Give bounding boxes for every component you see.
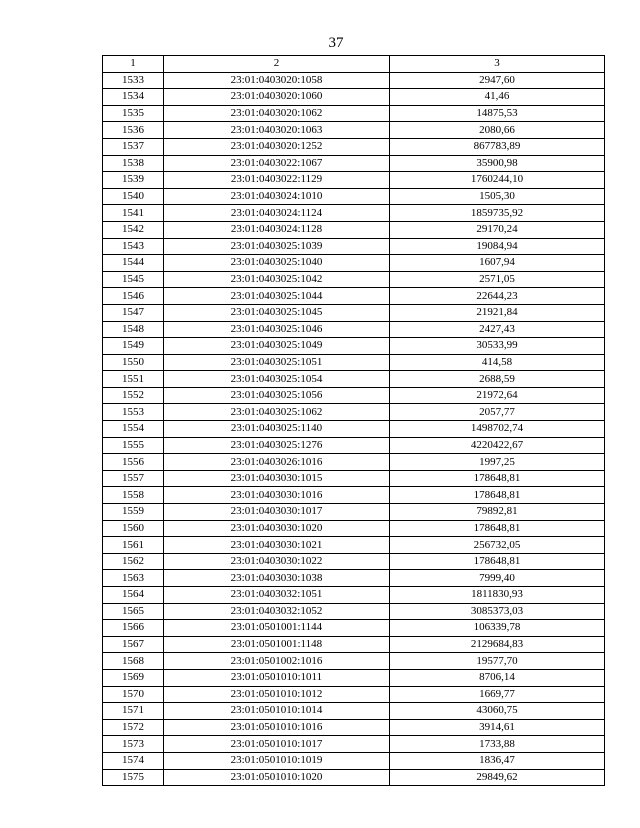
table-row	[103, 653, 605, 670]
cadastral-number-cell: 23:01:0501010:1011	[164, 669, 390, 686]
cadastral-number-cell: 23:01:0403025:1049	[164, 338, 390, 355]
row-number-cell: 1552	[103, 387, 164, 404]
table-row	[103, 221, 605, 238]
value-cell: 43060,75	[390, 703, 605, 720]
table-row	[103, 238, 605, 255]
column-header-cadastral-number: 2	[164, 56, 390, 73]
table-header-row	[103, 56, 605, 73]
row-number-cell: 1545	[103, 271, 164, 288]
cadastral-number-cell: 23:01:0403025:1040	[164, 255, 390, 272]
value-cell: 8706,14	[390, 669, 605, 686]
row-number-cell: 1557	[103, 470, 164, 487]
value-cell: 1836,47	[390, 752, 605, 769]
row-number-cell: 1538	[103, 155, 164, 172]
value-cell: 29170,24	[390, 221, 605, 238]
cadastral-number-cell: 23:01:0501010:1012	[164, 686, 390, 703]
row-number-cell: 1574	[103, 752, 164, 769]
cadastral-number-cell: 23:01:0403025:1051	[164, 354, 390, 371]
value-cell: 1607,94	[390, 255, 605, 272]
value-cell: 867783,89	[390, 138, 605, 155]
row-number-cell: 1546	[103, 288, 164, 305]
table-row	[103, 172, 605, 189]
cadastral-number-cell: 23:01:0403024:1010	[164, 188, 390, 205]
cadastral-number-cell: 23:01:0403022:1129	[164, 172, 390, 189]
value-cell: 414,58	[390, 354, 605, 371]
row-number-cell: 1540	[103, 188, 164, 205]
value-cell: 3914,61	[390, 719, 605, 736]
row-number-cell: 1553	[103, 404, 164, 421]
table-row	[103, 188, 605, 205]
value-cell: 1733,88	[390, 736, 605, 753]
value-cell: 4220422,67	[390, 437, 605, 454]
value-cell: 2688,59	[390, 371, 605, 388]
table-row	[103, 470, 605, 487]
table-row	[103, 271, 605, 288]
row-number-cell: 1565	[103, 603, 164, 620]
value-cell: 2129684,83	[390, 636, 605, 653]
value-cell: 178648,81	[390, 470, 605, 487]
table-row	[103, 587, 605, 604]
value-cell: 1669,77	[390, 686, 605, 703]
value-cell: 1997,25	[390, 454, 605, 471]
table-row	[103, 504, 605, 521]
value-cell: 19577,70	[390, 653, 605, 670]
cadastral-number-cell: 23:01:0403020:1058	[164, 72, 390, 89]
table-row	[103, 636, 605, 653]
value-cell: 3085373,03	[390, 603, 605, 620]
cadastral-number-cell: 23:01:0403020:1062	[164, 105, 390, 122]
cadastral-number-cell: 23:01:0403025:1276	[164, 437, 390, 454]
cadastral-number-cell: 23:01:0403030:1015	[164, 470, 390, 487]
cadastral-number-cell: 23:01:0403030:1038	[164, 570, 390, 587]
row-number-cell: 1548	[103, 321, 164, 338]
value-cell: 1505,30	[390, 188, 605, 205]
value-cell: 256732,05	[390, 537, 605, 554]
cadastral-number-cell: 23:01:0403030:1017	[164, 504, 390, 521]
row-number-cell: 1556	[103, 454, 164, 471]
cadastral-number-cell: 23:01:0403025:1039	[164, 238, 390, 255]
value-cell: 29849,62	[390, 769, 605, 786]
cadastral-number-cell: 23:01:0403024:1128	[164, 221, 390, 238]
cadastral-number-cell: 23:01:0501001:1144	[164, 620, 390, 637]
value-cell: 2571,05	[390, 271, 605, 288]
row-number-cell: 1561	[103, 537, 164, 554]
table-row	[103, 371, 605, 388]
cadastral-number-cell: 23:01:0403030:1016	[164, 487, 390, 504]
value-cell: 178648,81	[390, 520, 605, 537]
cadastral-number-cell: 23:01:0403025:1140	[164, 421, 390, 438]
cadastral-number-cell: 23:01:0403032:1051	[164, 587, 390, 604]
value-cell: 1760244,10	[390, 172, 605, 189]
value-cell: 1811830,93	[390, 587, 605, 604]
table-row	[103, 703, 605, 720]
table-row	[103, 520, 605, 537]
table-row	[103, 72, 605, 89]
table-row	[103, 404, 605, 421]
cadastral-number-cell: 23:01:0501002:1016	[164, 653, 390, 670]
value-cell: 7999,40	[390, 570, 605, 587]
row-number-cell: 1560	[103, 520, 164, 537]
value-cell: 2427,43	[390, 321, 605, 338]
table-row	[103, 421, 605, 438]
table-row	[103, 105, 605, 122]
row-number-cell: 1564	[103, 587, 164, 604]
value-cell: 35900,98	[390, 155, 605, 172]
row-number-cell: 1566	[103, 620, 164, 637]
cadastral-number-cell: 23:01:0501010:1019	[164, 752, 390, 769]
table-row	[103, 354, 605, 371]
value-cell: 106339,78	[390, 620, 605, 637]
table-row	[103, 138, 605, 155]
cadastral-number-cell: 23:01:0403025:1054	[164, 371, 390, 388]
cadastral-number-cell: 23:01:0403020:1252	[164, 138, 390, 155]
row-number-cell: 1571	[103, 703, 164, 720]
row-number-cell: 1544	[103, 255, 164, 272]
cadastral-number-cell: 23:01:0501010:1016	[164, 719, 390, 736]
value-cell: 22644,23	[390, 288, 605, 305]
row-number-cell: 1534	[103, 89, 164, 106]
row-number-cell: 1573	[103, 736, 164, 753]
table-row	[103, 255, 605, 272]
table-row	[103, 387, 605, 404]
row-number-cell: 1572	[103, 719, 164, 736]
table-row	[103, 304, 605, 321]
row-number-cell: 1568	[103, 653, 164, 670]
table-row	[103, 570, 605, 587]
row-number-cell: 1555	[103, 437, 164, 454]
cadastral-number-cell: 23:01:0403025:1045	[164, 304, 390, 321]
row-number-cell: 1547	[103, 304, 164, 321]
table-row	[103, 669, 605, 686]
cadastral-number-cell: 23:01:0403025:1042	[164, 271, 390, 288]
row-number-cell: 1570	[103, 686, 164, 703]
row-number-cell: 1554	[103, 421, 164, 438]
row-number-cell: 1537	[103, 138, 164, 155]
table-row	[103, 321, 605, 338]
column-header-value: 3	[390, 56, 605, 73]
row-number-cell: 1535	[103, 105, 164, 122]
cadastral-number-cell: 23:01:0501001:1148	[164, 636, 390, 653]
table-row	[103, 769, 605, 786]
cadastral-number-cell: 23:01:0403025:1046	[164, 321, 390, 338]
table-row	[103, 155, 605, 172]
value-cell: 2947,60	[390, 72, 605, 89]
row-number-cell: 1562	[103, 553, 164, 570]
table-row	[103, 553, 605, 570]
row-number-cell: 1533	[103, 72, 164, 89]
value-cell: 2080,66	[390, 122, 605, 139]
value-cell: 19084,94	[390, 238, 605, 255]
cadastral-number-cell: 23:01:0403025:1044	[164, 288, 390, 305]
row-number-cell: 1558	[103, 487, 164, 504]
row-number-cell: 1541	[103, 205, 164, 222]
value-cell: 21972,64	[390, 387, 605, 404]
table-row	[103, 437, 605, 454]
row-number-cell: 1542	[103, 221, 164, 238]
table-row	[103, 736, 605, 753]
cadastral-number-cell: 23:01:0403026:1016	[164, 454, 390, 471]
value-cell: 30533,99	[390, 338, 605, 355]
table-row	[103, 620, 605, 637]
cadastral-number-cell: 23:01:0403030:1022	[164, 553, 390, 570]
cadastral-number-cell: 23:01:0403030:1021	[164, 537, 390, 554]
page-number: 37	[328, 35, 344, 51]
cadastral-number-cell: 23:01:0403025:1056	[164, 387, 390, 404]
cadastral-number-cell: 23:01:0403020:1060	[164, 89, 390, 106]
table-row	[103, 454, 605, 471]
table-row	[103, 89, 605, 106]
cadastral-number-cell: 23:01:0501010:1020	[164, 769, 390, 786]
value-cell: 41,46	[390, 89, 605, 106]
table-row	[103, 288, 605, 305]
table-row	[103, 719, 605, 736]
table-body	[103, 72, 605, 786]
value-cell: 21921,84	[390, 304, 605, 321]
row-number-cell: 1563	[103, 570, 164, 587]
cadastral-number-cell: 23:01:0501010:1014	[164, 703, 390, 720]
row-number-cell: 1539	[103, 172, 164, 189]
table-row	[103, 122, 605, 139]
value-cell: 2057,77	[390, 404, 605, 421]
row-number-cell: 1550	[103, 354, 164, 371]
value-cell: 178648,81	[390, 553, 605, 570]
value-cell: 79892,81	[390, 504, 605, 521]
row-number-cell: 1551	[103, 371, 164, 388]
row-number-cell: 1543	[103, 238, 164, 255]
cadastral-number-cell: 23:01:0403022:1067	[164, 155, 390, 172]
table-row	[103, 487, 605, 504]
row-number-cell: 1567	[103, 636, 164, 653]
table-row	[103, 603, 605, 620]
cadastral-number-cell: 23:01:0403025:1062	[164, 404, 390, 421]
data-table	[102, 55, 605, 786]
cadastral-number-cell: 23:01:0403024:1124	[164, 205, 390, 222]
table-row	[103, 338, 605, 355]
value-cell: 178648,81	[390, 487, 605, 504]
row-number-cell: 1559	[103, 504, 164, 521]
value-cell: 1859735,92	[390, 205, 605, 222]
cadastral-number-cell: 23:01:0501010:1017	[164, 736, 390, 753]
cadastral-number-cell: 23:01:0403032:1052	[164, 603, 390, 620]
row-number-cell: 1549	[103, 338, 164, 355]
row-number-cell: 1575	[103, 769, 164, 786]
table-row	[103, 205, 605, 222]
table-row	[103, 686, 605, 703]
cadastral-number-cell: 23:01:0403020:1063	[164, 122, 390, 139]
column-header-number: 1	[103, 56, 164, 73]
value-cell: 1498702,74	[390, 421, 605, 438]
row-number-cell: 1536	[103, 122, 164, 139]
table-row	[103, 537, 605, 554]
table-row	[103, 752, 605, 769]
value-cell: 14875,53	[390, 105, 605, 122]
row-number-cell: 1569	[103, 669, 164, 686]
cadastral-number-cell: 23:01:0403030:1020	[164, 520, 390, 537]
